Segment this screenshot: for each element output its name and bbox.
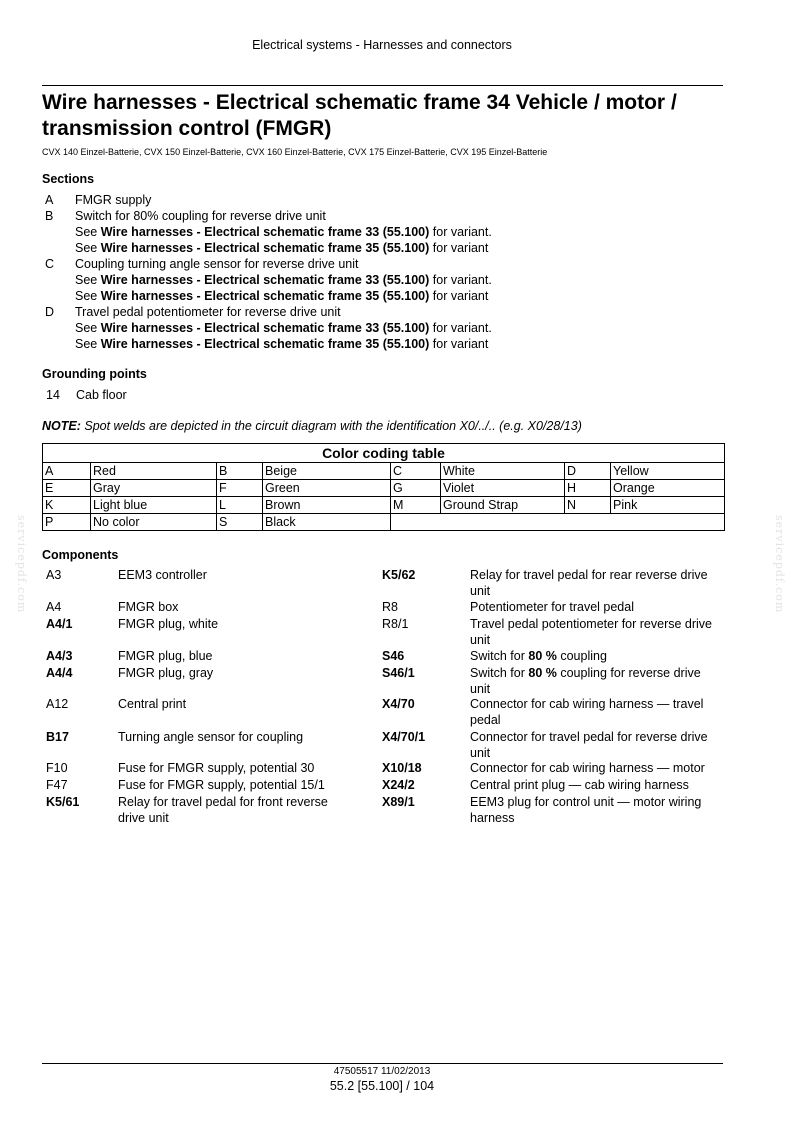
footer-rule	[42, 1063, 723, 1064]
note-label: NOTE:	[42, 419, 81, 433]
component-code: A4/4	[46, 666, 73, 680]
component-code: F47	[46, 778, 68, 792]
page-number: 55.2 [55.100] / 104	[329, 1079, 435, 1093]
section-letter: B	[45, 209, 54, 223]
ref-link[interactable]: Wire harnesses - Electrical schematic frame 35 (55.100)	[100, 289, 430, 303]
component-desc: FMGR plug, gray	[118, 666, 214, 680]
component-desc: Relay for travel pedal for rear reverse drive unit	[470, 568, 708, 598]
component-desc: Travel pedal potentiometer for reverse drive unit	[470, 617, 713, 647]
ref-link[interactable]: Wire harnesses - Electrical schematic frame 33 (55.100)	[100, 225, 430, 239]
component-desc: Fuse for FMGR supply, potential 15/1	[118, 778, 325, 792]
component-desc: FMGR box	[118, 600, 179, 614]
component-desc: Potentiometer for travel pedal	[470, 600, 634, 614]
component-code: X24/2	[382, 778, 415, 792]
table-row: A Red B Beige C White D Yellow	[43, 463, 725, 480]
section-ref: See Wire harnesses - Electrical schematic frame 33 (55.100) for variant.	[75, 225, 492, 239]
component-code: R8	[382, 600, 398, 614]
component-desc: FMGR plug, blue	[118, 649, 213, 663]
component-desc: Connector for travel pedal for reverse drive unit	[470, 730, 708, 760]
component-desc: Central print plug — cab wiring harness	[470, 778, 689, 792]
component-code: A12	[46, 697, 69, 711]
grounding-text: Cab floor	[76, 388, 127, 402]
color-coding-table	[42, 443, 725, 531]
component-code: S46	[382, 649, 405, 663]
grounding-heading: Grounding points	[42, 367, 147, 381]
component-desc: EEM3 plug for control unit — motor wiring harness	[470, 795, 702, 825]
component-desc: Connector for cab wiring harness — travel pedal	[470, 697, 704, 727]
component-desc: Fuse for FMGR supply, potential 30	[118, 761, 315, 775]
ref-link[interactable]: Wire harnesses - Electrical schematic frame 33 (55.100)	[100, 273, 430, 287]
header-rule	[42, 85, 723, 86]
ref-link[interactable]: Wire harnesses - Electrical schematic frame 33 (55.100)	[100, 321, 430, 335]
component-code: R8/1	[382, 617, 409, 631]
component-code: X10/18	[382, 761, 422, 775]
footer-doc-id: 47505517 11/02/2013	[333, 1066, 431, 1077]
section-letter: C	[45, 257, 55, 271]
section-text: Travel pedal potentiometer for reverse drive unit	[75, 305, 341, 319]
note-text: Spot welds are depicted in the circuit diagram with the identification X0/../.. (e.g. X0/28/13)	[84, 419, 582, 433]
components-heading: Components	[42, 548, 119, 562]
page-title: Wire harnesses - Electrical schematic frame 34 Vehicle / motor / transmission control (FMGR)	[42, 91, 677, 140]
ref-link[interactable]: Wire harnesses - Electrical schematic frame 35 (55.100)	[100, 337, 430, 351]
ref-link[interactable]: Wire harnesses - Electrical schematic frame 35 (55.100)	[100, 241, 430, 255]
component-code: X4/70	[382, 697, 415, 711]
grounding-number: 14	[46, 388, 60, 402]
component-desc: Switch for 80 % coupling for reverse drive unit	[470, 666, 701, 696]
table-row: P No color S Black	[43, 514, 725, 531]
color-table-title: Color coding table	[43, 444, 725, 463]
sections-heading: Sections	[42, 172, 95, 186]
section-letter: D	[45, 305, 55, 319]
component-code: B17	[46, 730, 69, 744]
component-code: A4	[46, 600, 62, 614]
component-desc: FMGR plug, white	[118, 617, 219, 631]
component-code: K5/62	[382, 568, 416, 582]
table-row: E Gray F Green G Violet H Orange	[43, 480, 725, 497]
section-text: FMGR supply	[75, 193, 152, 207]
component-code: K5/61	[46, 795, 80, 809]
component-desc: EEM3 controller	[118, 568, 207, 582]
section-text: Switch for 80% coupling for reverse drive unit	[75, 209, 326, 223]
component-desc: Turning angle sensor for coupling	[118, 730, 304, 744]
section-text: Coupling turning angle sensor for reverse drive unit	[75, 257, 359, 271]
section-ref: See Wire harnesses - Electrical schematic frame 35 (55.100) for variant	[75, 241, 489, 255]
component-code: F10	[46, 761, 68, 775]
component-code: A4/3	[46, 649, 73, 663]
watermark-left: servicepdf.com	[15, 515, 28, 614]
component-code: X89/1	[382, 795, 415, 809]
component-code: A3	[46, 568, 62, 582]
component-code: X4/70/1	[382, 730, 426, 744]
section-ref: See Wire harnesses - Electrical schematic frame 33 (55.100) for variant.	[75, 273, 492, 287]
running-header: Electrical systems - Harnesses and connectors	[252, 38, 512, 52]
component-desc: Switch for 80 % coupling	[470, 649, 607, 663]
section-ref: See Wire harnesses - Electrical schematic frame 33 (55.100) for variant.	[75, 321, 492, 335]
component-code: S46/1	[382, 666, 415, 680]
section-letter: A	[45, 193, 54, 207]
component-code: A4/1	[46, 617, 73, 631]
model-list: CVX 140 Einzel-Batterie, CVX 150 Einzel-Batterie, CVX 160 Einzel-Batterie, CVX 175 Einzel-Batterie, CVX 195 Einzel-Batterie	[42, 147, 548, 157]
component-desc: Relay for travel pedal for front reverse drive unit	[118, 795, 328, 825]
section-ref: See Wire harnesses - Electrical schematic frame 35 (55.100) for variant	[75, 337, 489, 351]
component-desc: Connector for cab wiring harness — motor	[470, 761, 705, 775]
table-row: K Light blue L Brown M Ground Strap N Pink	[43, 497, 725, 514]
note	[42, 419, 582, 433]
section-ref: See Wire harnesses - Electrical schematic frame 35 (55.100) for variant	[75, 289, 489, 303]
component-desc: Central print	[118, 697, 187, 711]
watermark-right: servicepdf.com	[773, 515, 786, 614]
